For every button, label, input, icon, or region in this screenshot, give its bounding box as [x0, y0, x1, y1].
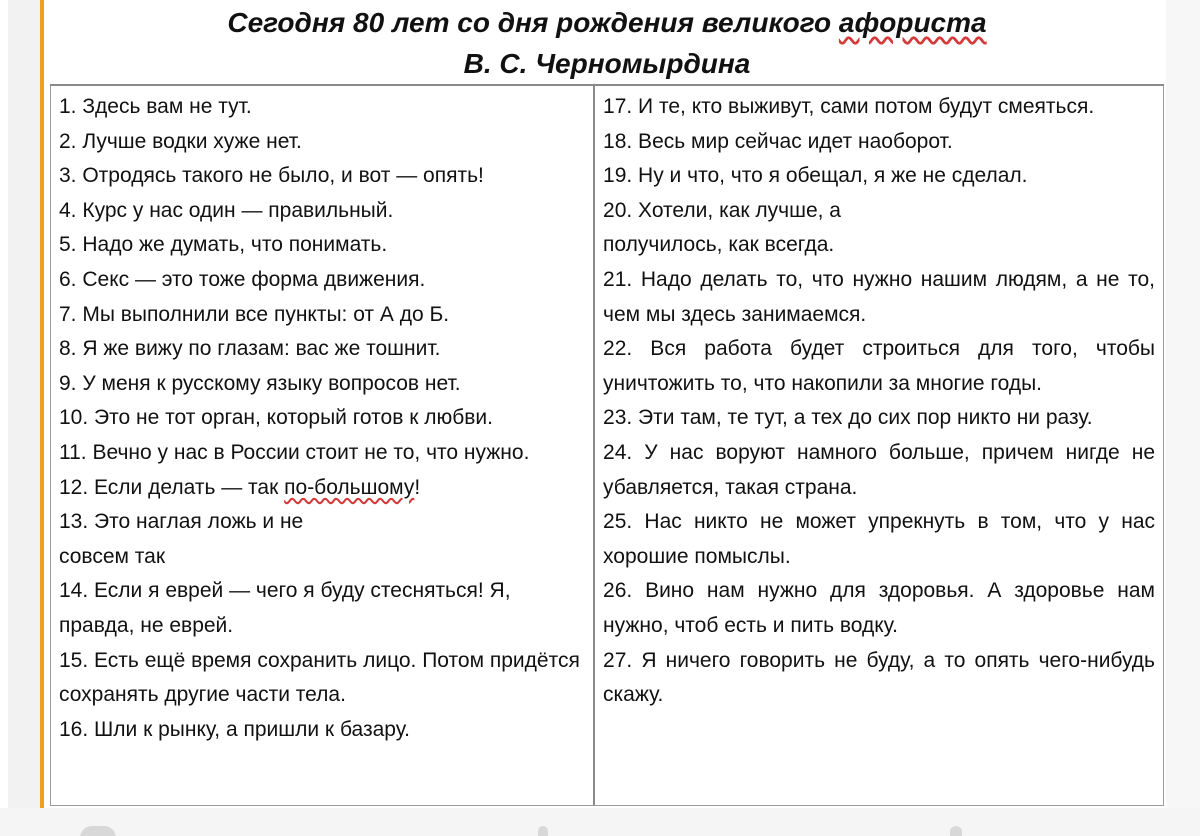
aphorism-item — [603, 159, 1155, 194]
aphorism-text: 5. Надо же думать, что понимать. — [59, 233, 388, 257]
left-column — [51, 86, 595, 805]
aphorism-item — [59, 505, 585, 574]
left-page-margin — [8, 0, 42, 836]
aphorism-item — [603, 505, 1155, 574]
partial-glyph — [950, 826, 962, 836]
aphorism-punctuation: ! — [414, 475, 421, 499]
aphorism-text: 14. Если я еврей — чего я буду стесняться! Я, правда, не еврей. — [59, 579, 511, 637]
partial-glyph — [80, 826, 116, 836]
aphorism-text: 20. Хотели, как лучше, а получилось, как всегда. — [603, 198, 841, 257]
aphorism-text: 15. Есть ещё время сохранить лицо. Потом придётся сохранять другие части тела. — [59, 648, 580, 707]
aphorism-text: 17. И те, кто выживут, сами потом будут смеяться. — [603, 95, 1095, 118]
aphorism-item — [59, 436, 585, 471]
aphorism-item — [59, 713, 585, 748]
aphorism-item — [59, 159, 585, 194]
aphorism-text: 27. Я ничего говорить не буду, а то опять чего-нибудь скажу. — [603, 648, 1155, 707]
aphorism-text: 10. Это не тот орган, который готов к любви. — [59, 406, 493, 430]
aphorism-text: 23. Эти там, те тут, а тех до сих пор никто ни разу. — [603, 406, 1093, 430]
aphorism-text: 3. Отродясь такого не было, и вот — опять! — [59, 164, 484, 188]
aphorism-item — [59, 574, 585, 643]
aphorism-text: 6. Секс — это тоже форма движения. — [59, 267, 426, 291]
aphorism-item — [59, 401, 585, 436]
document-title — [50, 0, 1164, 86]
aphorism-text: 18. Весь мир сейчас идет наоборот. — [603, 129, 953, 153]
title-line-2: В. С. Черномырдина — [463, 48, 751, 79]
aphorism-text: 1. Здесь вам не тут. — [59, 95, 252, 118]
aphorism-item — [603, 401, 1155, 436]
aphorism-item — [603, 332, 1155, 401]
aphorism-table — [50, 86, 1164, 806]
aphorism-text: 8. Я же вижу по глазам: вас же тошнит. — [59, 337, 441, 361]
aphorism-text: 4. Курс у нас один — правильный. — [59, 198, 394, 222]
orange-accent-line — [40, 0, 44, 808]
aphorism-item — [59, 263, 585, 298]
next-content-strip — [0, 808, 1200, 836]
aphorism-item — [59, 471, 585, 506]
right-page-margin — [1166, 0, 1200, 836]
aphorism-item — [59, 228, 585, 263]
spellcheck-underlined-word: по-большому — [284, 475, 415, 499]
aphorism-item — [603, 574, 1155, 643]
aphorism-text: 26. Вино нам нужно для здоровья. А здоровье нам нужно, чтоб есть и пить водку. — [603, 579, 1155, 637]
aphorism-text: 16. Шли к рынку, а пришли к базару. — [59, 717, 410, 741]
aphorism-text: 22. Вся работа будет строиться для того, чтобы уничтожить то, что накопили за многие годы. — [603, 337, 1155, 395]
aphorism-text: 11. Вечно у нас в России стоит не то, что нужно. — [59, 440, 530, 464]
aphorism-text: 24. У нас воруют намного больше, причем нигде не убавляется, такая страна. — [603, 440, 1155, 499]
title-line-1 — [50, 2, 1164, 43]
aphorism-text: 2. Лучше водки хуже нет. — [59, 129, 302, 153]
aphorism-item — [59, 367, 585, 402]
aphorism-text: 25. Нас никто не может упрекнуть в том, что у нас хорошие помыслы. — [603, 510, 1155, 568]
aphorism-item — [603, 436, 1155, 505]
partial-glyph — [538, 826, 548, 836]
aphorism-item — [603, 194, 1155, 263]
aphorism-item — [59, 125, 585, 160]
aphorism-text: 13. Это наглая ложь и не совсем так — [59, 510, 304, 568]
aphorism-text: 12. Если делать — так — [59, 475, 285, 499]
aphorism-item — [59, 194, 585, 229]
right-column — [595, 86, 1163, 805]
aphorism-item — [603, 263, 1155, 332]
title-text: Сегодня 80 лет со дня рождения великого — [227, 7, 839, 38]
aphorism-item — [59, 298, 585, 333]
aphorism-item — [603, 125, 1155, 160]
aphorism-text: 9. У меня к русскому языку вопросов нет. — [59, 371, 461, 395]
aphorism-item — [59, 90, 585, 125]
aphorism-item — [59, 332, 585, 367]
aphorism-text: 21. Надо делать то, что нужно нашим людям, а не то, чем мы здесь занимаемся. — [603, 267, 1155, 326]
aphorism-item — [603, 644, 1155, 713]
aphorism-text: 19. Ну и что, что я обещал, я же не сделал. — [603, 164, 1028, 188]
aphorism-item — [603, 90, 1155, 125]
aphorism-document — [50, 0, 1164, 808]
title-underlined-word: афориста — [838, 7, 987, 38]
aphorism-item — [59, 644, 585, 713]
aphorism-text: 7. Мы выполнили все пункты: от А до Б. — [59, 302, 450, 326]
